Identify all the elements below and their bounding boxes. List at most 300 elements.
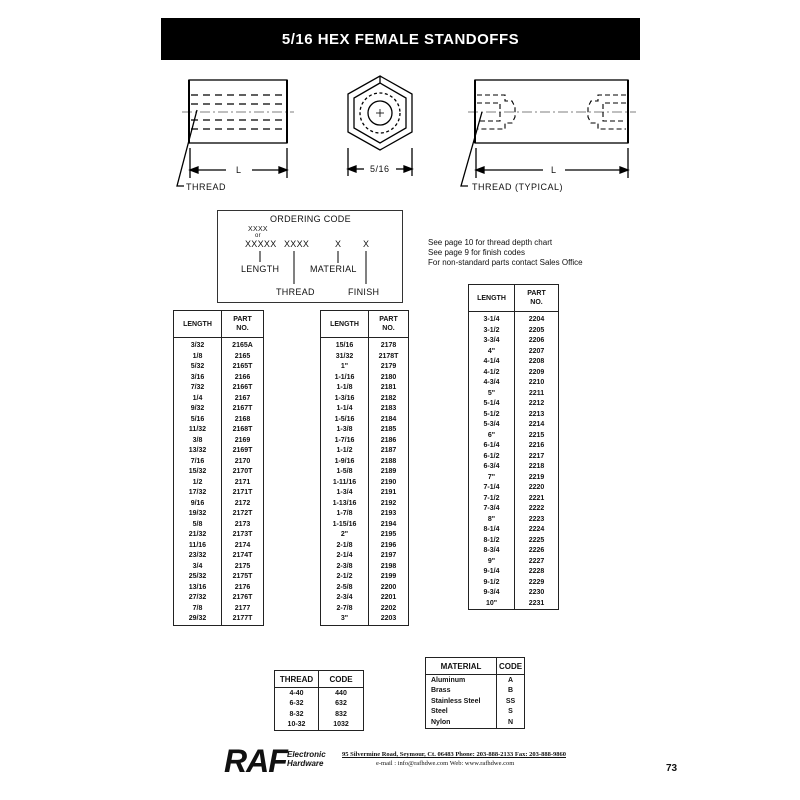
table-row [469, 410, 559, 421]
code-material-label: MATERIAL [310, 264, 357, 274]
length-label-long: L [551, 165, 557, 175]
part-number-cell: 2210 [515, 378, 559, 389]
table-row [174, 338, 264, 352]
length-cell: 15/32 [174, 467, 222, 478]
table-row [321, 352, 409, 363]
part-number-cell: 2214 [515, 420, 559, 431]
length-cell: 15/16 [321, 338, 369, 352]
length-cell: 1-9/16 [321, 457, 369, 468]
length-cell: 1-3/8 [321, 425, 369, 436]
thread-label: THREAD [186, 182, 227, 192]
table-row [321, 520, 409, 531]
raf-logo-subtitle: Electronic Hardware [287, 750, 326, 768]
table-row [275, 688, 364, 699]
part-number-cell: 2207 [515, 347, 559, 358]
table-row [469, 578, 559, 589]
table-row [321, 572, 409, 583]
length-cell: 8-3/4 [469, 546, 515, 557]
code-header: CODE [497, 658, 525, 675]
table-row [321, 593, 409, 604]
length-cell: 1-5/16 [321, 415, 369, 426]
table-row [321, 436, 409, 447]
part-number-cell: 2191 [369, 488, 409, 499]
table-row [174, 541, 264, 552]
table-row [275, 720, 364, 731]
part-number-cell: 2167 [222, 394, 264, 405]
part-number-cell: 2184 [369, 415, 409, 426]
table-row [469, 312, 559, 326]
part-number-cell: 2206 [515, 336, 559, 347]
code-length-b: XXXXX [245, 239, 277, 249]
part-number-cell: 2169T [222, 446, 264, 457]
code-length-a: XXXX [248, 226, 268, 233]
length-cell: 5/32 [174, 362, 222, 373]
part-number-cell: 2173 [222, 520, 264, 531]
part-number-cell: 2186 [369, 436, 409, 447]
length-cell: 3/32 [174, 338, 222, 352]
part-number-cell: 2220 [515, 483, 559, 494]
table-row [174, 362, 264, 373]
thread-header: THREAD [275, 671, 319, 688]
part-number-cell: 2170 [222, 457, 264, 468]
table-row [321, 541, 409, 552]
length-cell: 17/32 [174, 488, 222, 499]
length-cell: 1-15/16 [321, 520, 369, 531]
part-number-cell: 2190 [369, 478, 409, 489]
end-view-drawing [348, 76, 412, 176]
table-row [469, 336, 559, 347]
length-cell: 1-7/8 [321, 509, 369, 520]
length-cell: 2" [321, 530, 369, 541]
part-number-cell: 2169 [222, 436, 264, 447]
length-cell: 1/4 [174, 394, 222, 405]
code-or: or [255, 233, 261, 239]
table-row [469, 420, 559, 431]
table-row [174, 551, 264, 562]
table-row [321, 457, 409, 468]
table-row [321, 383, 409, 394]
material-cell: Steel [426, 707, 497, 718]
thread-cell: 8-32 [275, 709, 319, 720]
part-number-cell: 2177T [222, 614, 264, 625]
table-row [321, 509, 409, 520]
length-cell: 3/4 [174, 562, 222, 573]
part-number-cell: 2188 [369, 457, 409, 468]
table-row [321, 562, 409, 573]
code-cell: SS [497, 696, 525, 707]
length-cell: 5/16 [174, 415, 222, 426]
length-cell: 4" [469, 347, 515, 358]
table-row [469, 588, 559, 599]
part-number-cell: 2215 [515, 431, 559, 442]
part-number-cell: 2226 [515, 546, 559, 557]
length-cell: 1-3/16 [321, 394, 369, 405]
part-number-cell: 2177 [222, 604, 264, 615]
part-number-cell: 2173T [222, 530, 264, 541]
part-number-cell: 2218 [515, 462, 559, 473]
material-cell: Brass [426, 686, 497, 697]
table-row [174, 604, 264, 615]
note-thread-depth: See page 10 for thread depth chart [428, 238, 553, 247]
part-number-cell: 2196 [369, 541, 409, 552]
part-number-cell: 2202 [369, 604, 409, 615]
code-cell: 1032 [319, 720, 364, 731]
part-number-cell: 2168 [222, 415, 264, 426]
length-cell: 8-1/4 [469, 525, 515, 536]
length-cell: 2-3/4 [321, 593, 369, 604]
table-row [469, 557, 559, 568]
length-cell: 7/16 [174, 457, 222, 468]
code-cell: B [497, 686, 525, 697]
length-cell: 4-1/4 [469, 357, 515, 368]
length-cell: 7" [469, 473, 515, 484]
thread-cell: 10-32 [275, 720, 319, 731]
length-cell: 9-3/4 [469, 588, 515, 599]
part-number-cell: 2166T [222, 383, 264, 394]
table-row [469, 525, 559, 536]
part-number-cell: 2176T [222, 593, 264, 604]
material-cell: Stainless Steel [426, 696, 497, 707]
table-row [321, 614, 409, 625]
table-row [469, 368, 559, 379]
length-cell: 1/2 [174, 478, 222, 489]
part-number-cell: 2198 [369, 562, 409, 573]
table-row [321, 478, 409, 489]
length-cell: 6-1/4 [469, 441, 515, 452]
page-number: 73 [666, 763, 678, 774]
part-number-cell: 2201 [369, 593, 409, 604]
part-number-cell: 2195 [369, 530, 409, 541]
length-cell: 1-7/16 [321, 436, 369, 447]
part-number-cell: 2175T [222, 572, 264, 583]
table-row [426, 686, 525, 697]
part-number-cell: 2167T [222, 404, 264, 415]
table-row [321, 551, 409, 562]
material-cell: Nylon [426, 717, 497, 728]
note-finish-codes: See page 9 for finish codes [428, 248, 525, 257]
part-number-cell: 2229 [515, 578, 559, 589]
table-row [174, 446, 264, 457]
table-row [321, 604, 409, 615]
length-cell: 31/32 [321, 352, 369, 363]
length-cell: 7/32 [174, 383, 222, 394]
part-number-cell: 2171 [222, 478, 264, 489]
table-row [469, 504, 559, 515]
table-row [275, 699, 364, 710]
length-cell: 2-1/8 [321, 541, 369, 552]
table-row [174, 467, 264, 478]
length-cell: 4-1/2 [469, 368, 515, 379]
length-cell: 1-1/16 [321, 373, 369, 384]
part-number-cell: 2231 [515, 599, 559, 610]
table-row [469, 326, 559, 337]
table-row [174, 425, 264, 436]
part-number-cell: 2203 [369, 614, 409, 625]
part-no-header: PART NO. [515, 285, 559, 312]
length-cell: 1-3/4 [321, 488, 369, 499]
length-cell: 5/8 [174, 520, 222, 531]
part-number-cell: 2227 [515, 557, 559, 568]
length-header: LENGTH [321, 311, 369, 338]
length-cell: 8" [469, 515, 515, 526]
part-no-header: PART NO. [369, 311, 409, 338]
length-cell: 29/32 [174, 614, 222, 625]
part-number-cell: 2228 [515, 567, 559, 578]
table-row [321, 404, 409, 415]
standoff-drawings [0, 0, 800, 210]
thread-cell: 4-40 [275, 688, 319, 699]
table-row [469, 567, 559, 578]
length-cell: 9" [469, 557, 515, 568]
table-row [174, 415, 264, 426]
part-table-3 [468, 284, 559, 610]
company-address: 95 Silvermine Road, Seymour, Ct. 06483 Phone: 203-888-2133 Fax: 203-888-9860 [342, 751, 566, 758]
part-number-cell: 2171T [222, 488, 264, 499]
length-cell: 3/8 [174, 436, 222, 447]
part-number-cell: 2179 [369, 362, 409, 373]
length-cell: 11/16 [174, 541, 222, 552]
page-title: 5/16 HEX FEMALE STANDOFFS [161, 18, 640, 60]
code-header: CODE [319, 671, 364, 688]
part-number-cell: 2170T [222, 467, 264, 478]
table-row [321, 415, 409, 426]
table-row [469, 399, 559, 410]
length-cell: 1-11/16 [321, 478, 369, 489]
material-cell: Aluminum [426, 675, 497, 686]
length-cell: 5" [469, 389, 515, 400]
code-cell: 440 [319, 688, 364, 699]
part-no-header: PART NO. [222, 311, 264, 338]
length-cell: 2-3/8 [321, 562, 369, 573]
table-row [174, 583, 264, 594]
length-cell: 13/32 [174, 446, 222, 457]
part-number-cell: 2213 [515, 410, 559, 421]
thread-cell: 6-32 [275, 699, 319, 710]
part-number-cell: 2183 [369, 404, 409, 415]
long-view-drawing [461, 80, 636, 186]
part-table-2 [320, 310, 409, 626]
part-number-cell: 2194 [369, 520, 409, 531]
length-cell: 3-1/4 [469, 312, 515, 326]
length-cell: 1-13/16 [321, 499, 369, 510]
table-row [174, 520, 264, 531]
material-header: MATERIAL [426, 658, 497, 675]
length-cell: 1-1/8 [321, 383, 369, 394]
length-cell: 2-1/4 [321, 551, 369, 562]
part-number-cell: 2178T [369, 352, 409, 363]
table-row [174, 478, 264, 489]
table-row [174, 614, 264, 625]
length-cell: 11/32 [174, 425, 222, 436]
company-contact: e-mail : info@rafhdwe.com Web: www.rafhdwe.com [376, 760, 515, 767]
part-number-cell: 2221 [515, 494, 559, 505]
length-cell: 8-1/2 [469, 536, 515, 547]
part-number-cell: 2178 [369, 338, 409, 352]
table-row [275, 709, 364, 720]
length-cell: 1-1/4 [321, 404, 369, 415]
part-number-cell: 2204 [515, 312, 559, 326]
part-number-cell: 2209 [515, 368, 559, 379]
code-finish: X [363, 239, 370, 249]
length-cell: 2-1/2 [321, 572, 369, 583]
table-row [469, 431, 559, 442]
length-cell: 2-5/8 [321, 583, 369, 594]
code-cell: S [497, 707, 525, 718]
part-number-cell: 2189 [369, 467, 409, 478]
ordering-code-box [217, 210, 403, 303]
length-cell: 5-1/4 [469, 399, 515, 410]
table-row [469, 599, 559, 610]
part-number-cell: 2172 [222, 499, 264, 510]
length-cell: 7-1/2 [469, 494, 515, 505]
part-number-cell: 2181 [369, 383, 409, 394]
length-cell: 9-1/2 [469, 578, 515, 589]
length-cell: 7-1/4 [469, 483, 515, 494]
length-cell: 2-7/8 [321, 604, 369, 615]
table-row [174, 572, 264, 583]
table-row [321, 488, 409, 499]
code-length-label: LENGTH [241, 264, 280, 274]
part-number-cell: 2187 [369, 446, 409, 457]
length-cell: 9/16 [174, 499, 222, 510]
table-row [469, 357, 559, 368]
table-row [469, 546, 559, 557]
length-cell: 3-3/4 [469, 336, 515, 347]
table-row [174, 488, 264, 499]
table-row [174, 383, 264, 394]
code-cell: 632 [319, 699, 364, 710]
hex-size-label: 5/16 [370, 164, 390, 174]
length-cell: 23/32 [174, 551, 222, 562]
table-row [174, 457, 264, 468]
length-cell: 4-3/4 [469, 378, 515, 389]
part-number-cell: 2168T [222, 425, 264, 436]
part-number-cell: 2165T [222, 362, 264, 373]
part-number-cell: 2174T [222, 551, 264, 562]
table-row [426, 696, 525, 707]
code-thread: XXXX [284, 239, 310, 249]
table-row [426, 707, 525, 718]
part-number-cell: 2222 [515, 504, 559, 515]
part-number-cell: 2174 [222, 541, 264, 552]
length-cell: 1-5/8 [321, 467, 369, 478]
table-row [469, 536, 559, 547]
code-thread-label: THREAD [276, 287, 315, 297]
table-row [469, 378, 559, 389]
table-row [469, 473, 559, 484]
code-cell: 832 [319, 709, 364, 720]
table-row [469, 462, 559, 473]
part-number-cell: 2176 [222, 583, 264, 594]
table-row [321, 446, 409, 457]
part-number-cell: 2192 [369, 499, 409, 510]
part-number-cell: 2180 [369, 373, 409, 384]
length-cell: 3" [321, 614, 369, 625]
table-row [426, 675, 525, 686]
part-number-cell: 2199 [369, 572, 409, 583]
part-number-cell: 2212 [515, 399, 559, 410]
thread-typical-label: THREAD (TYPICAL) [472, 182, 564, 192]
part-number-cell: 2216 [515, 441, 559, 452]
length-cell: 3/16 [174, 373, 222, 384]
raf-logo: RAF [224, 743, 287, 779]
table-row [469, 452, 559, 463]
table-row [321, 425, 409, 436]
part-number-cell: 2165 [222, 352, 264, 363]
table-row [174, 593, 264, 604]
table-row [321, 394, 409, 405]
part-number-cell: 2182 [369, 394, 409, 405]
length-header: LENGTH [174, 311, 222, 338]
table-row [174, 530, 264, 541]
length-cell: 6-3/4 [469, 462, 515, 473]
table-row [321, 338, 409, 352]
part-number-cell: 2230 [515, 588, 559, 599]
length-cell: 3-1/2 [469, 326, 515, 337]
part-number-cell: 2166 [222, 373, 264, 384]
ordering-code-heading: ORDERING CODE [270, 214, 351, 224]
table-row [174, 562, 264, 573]
part-number-cell: 2208 [515, 357, 559, 368]
length-cell: 19/32 [174, 509, 222, 520]
table-row [321, 467, 409, 478]
table-row [174, 509, 264, 520]
length-cell: 10" [469, 599, 515, 610]
part-number-cell: 2200 [369, 583, 409, 594]
length-cell: 13/16 [174, 583, 222, 594]
length-cell: 9/32 [174, 404, 222, 415]
table-row [174, 404, 264, 415]
code-material: X [335, 239, 342, 249]
part-table-1 [173, 310, 264, 626]
table-row [321, 583, 409, 594]
part-number-cell: 2224 [515, 525, 559, 536]
table-row [174, 352, 264, 363]
length-header: LENGTH [469, 285, 515, 312]
part-number-cell: 2219 [515, 473, 559, 484]
part-number-cell: 2223 [515, 515, 559, 526]
length-cell: 5-1/2 [469, 410, 515, 421]
part-number-cell: 2225 [515, 536, 559, 547]
length-cell: 5-3/4 [469, 420, 515, 431]
length-cell: 25/32 [174, 572, 222, 583]
table-row [321, 530, 409, 541]
table-row [174, 373, 264, 384]
thread-code-table [274, 670, 364, 731]
length-cell: 6" [469, 431, 515, 442]
length-cell: 21/32 [174, 530, 222, 541]
part-number-cell: 2217 [515, 452, 559, 463]
length-cell: 9-1/4 [469, 567, 515, 578]
part-number-cell: 2165A [222, 338, 264, 352]
table-row [469, 483, 559, 494]
part-number-cell: 2185 [369, 425, 409, 436]
part-number-cell: 2197 [369, 551, 409, 562]
length-cell: 6-1/2 [469, 452, 515, 463]
part-number-cell: 2193 [369, 509, 409, 520]
notes [428, 238, 583, 268]
part-number-cell: 2211 [515, 389, 559, 400]
table-row [469, 389, 559, 400]
code-cell: A [497, 675, 525, 686]
code-cell: N [497, 717, 525, 728]
length-cell: 27/32 [174, 593, 222, 604]
table-row [321, 373, 409, 384]
table-row [426, 717, 525, 728]
length-cell: 1/8 [174, 352, 222, 363]
table-row [174, 436, 264, 447]
table-row [174, 499, 264, 510]
